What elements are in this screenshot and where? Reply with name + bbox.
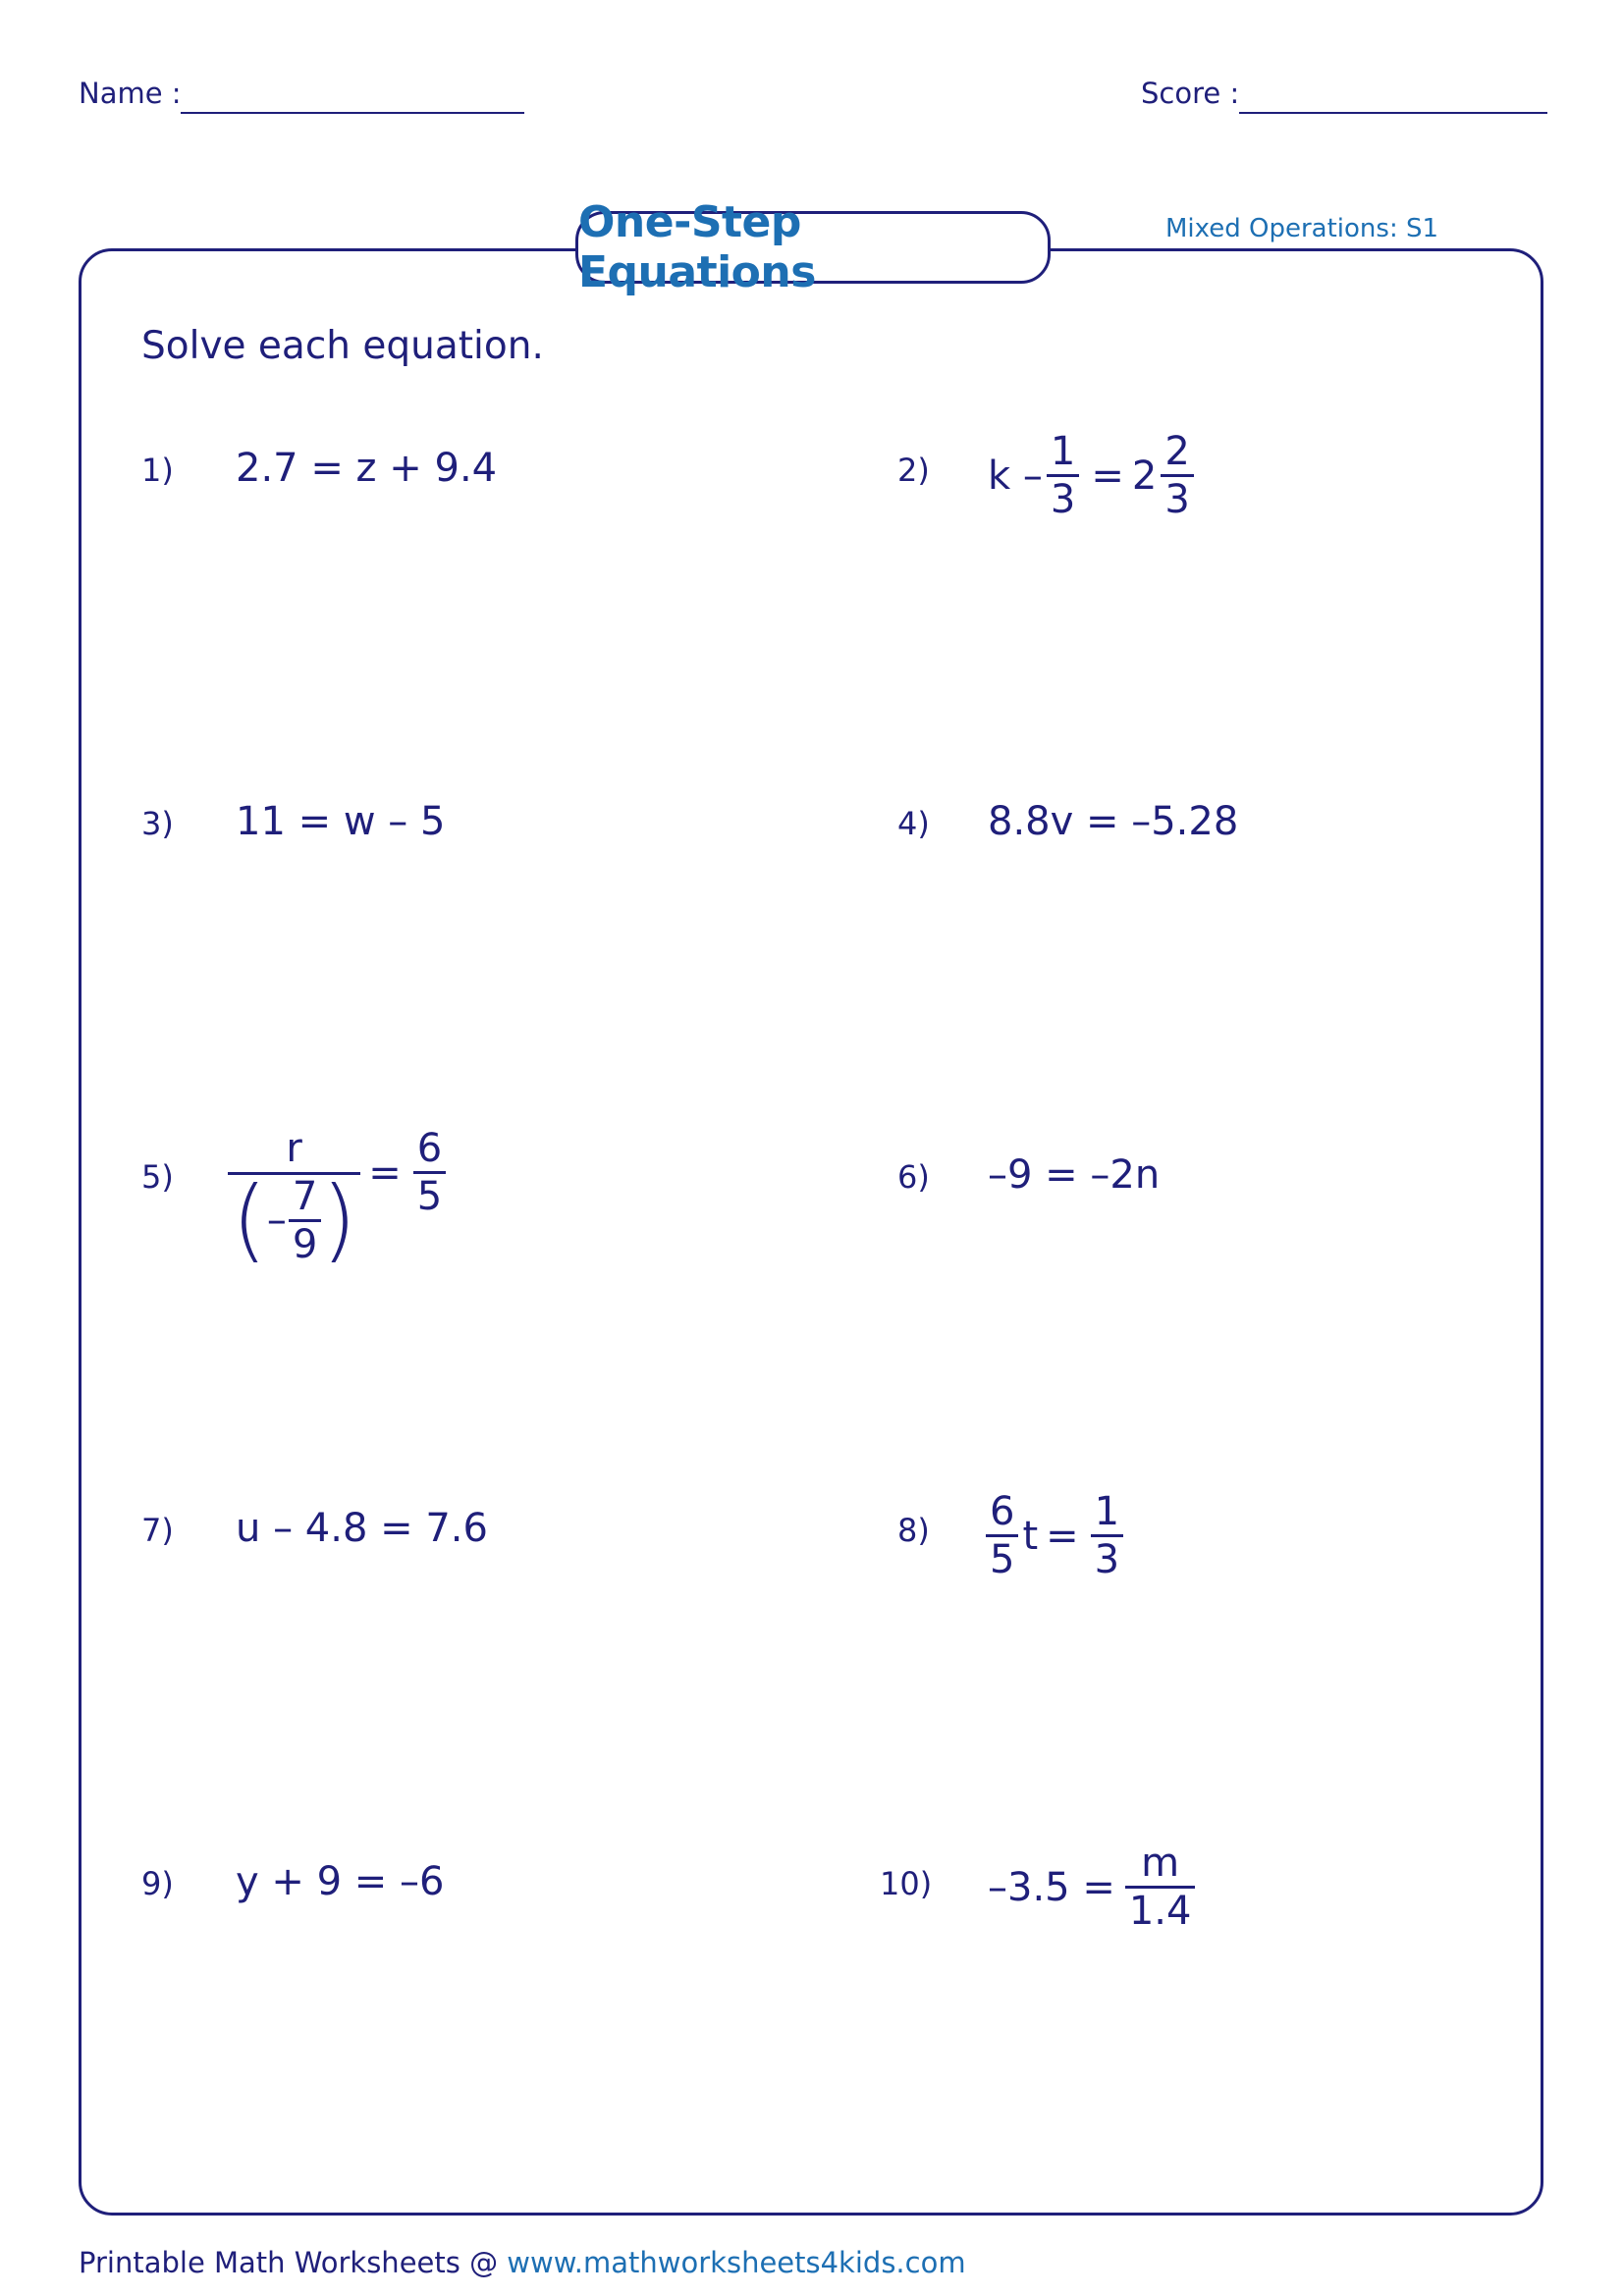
problem-7-text: u – 4.8 = 7.6 [236,1506,488,1551]
fraction-numerator: 1 [1094,1489,1120,1534]
fraction-denominator: 1.4 [1125,1886,1196,1931]
problem-number-8: 8) [897,1512,930,1549]
problem-3-text: 11 = w – 5 [236,799,446,844]
complex-denominator [228,1167,360,1272]
mixed-number-whole: 2 [1131,453,1158,499]
footer-url-link[interactable]: www.mathworksheets4kids.com [507,2246,966,2279]
name-field[interactable] [181,112,524,114]
fraction-denominator: 3 [1047,474,1079,519]
equals-sign: = [368,1150,402,1196]
score-field[interactable] [1239,112,1547,114]
worksheet-subtag: Mixed Operations: S1 [1165,214,1439,243]
problem-number-6: 6) [897,1158,930,1196]
fraction-numerator: 7 [292,1173,318,1219]
fraction-denominator: 9 [289,1219,321,1264]
fraction-numerator: m [1141,1841,1180,1886]
fraction-denominator: 5 [413,1171,446,1216]
footer [79,2246,966,2279]
problem-9-text: y + 9 = –6 [236,1859,445,1904]
fraction-denominator: 3 [1161,474,1193,519]
fraction-numerator: 2 [1164,429,1190,474]
fraction-numerator: 6 [990,1489,1015,1534]
equals-sign: = [1046,1513,1079,1559]
left-paren: ( [232,1167,267,1272]
problem-4-equation [988,799,1238,844]
problem-4-text: 8.8v = –5.28 [988,799,1239,844]
problem-5-rhs-fraction [413,1126,446,1219]
instructions: Solve each equation. [141,324,544,368]
problem-number-1: 1) [141,452,174,489]
problem-6-text: –9 = –2n [988,1152,1161,1198]
problem-1-text: 2.7 = z + 9.4 [236,446,498,491]
inner-minus: – [266,1198,287,1243]
problem-5-complex-fraction [228,1126,360,1272]
score-label: Score : [1141,77,1240,110]
problem-number-3: 3) [141,805,174,842]
fraction-denominator: 3 [1091,1534,1123,1579]
footer-label: Printable Math Worksheets @ [79,2246,499,2279]
right-paren: ) [321,1167,357,1272]
problem-3-equation [236,799,445,844]
problem-number-7: 7) [141,1512,174,1549]
fraction-numerator: 6 [416,1126,443,1171]
problem-8-variable: t [1022,1513,1039,1559]
problem-2-fraction-2 [1161,429,1193,522]
problem-7-equation [236,1506,488,1551]
problem-number-9: 9) [141,1865,174,1902]
problem-2-lead: k – [988,453,1043,499]
inner-fraction [289,1173,321,1267]
problem-10-lead: –3.5 = [988,1864,1115,1910]
problem-9-equation [236,1859,444,1904]
problem-number-5: 5) [141,1158,174,1196]
problem-2-fraction-1 [1047,429,1079,522]
problem-2-equation [988,429,1198,522]
problem-number-10: 10) [880,1865,933,1902]
worksheet-title: One-Step Equations [575,211,1051,284]
problem-number-4: 4) [897,805,930,842]
problem-10-equation [988,1841,1199,1934]
problem-5-equation [228,1126,450,1272]
equals-sign: = [1091,453,1124,499]
problem-number-2: 2) [897,452,930,489]
problem-1-equation [236,446,497,491]
problem-6-equation [988,1152,1160,1198]
problem-8-fraction-2 [1091,1489,1123,1582]
problem-8-fraction-1 [986,1489,1018,1582]
fraction-numerator: r [286,1126,302,1171]
fraction-denominator: 5 [986,1534,1018,1579]
problem-8-equation [982,1489,1127,1582]
name-label: Name : [79,77,182,110]
fraction-numerator: 1 [1050,429,1076,474]
problem-10-fraction [1125,1841,1196,1934]
